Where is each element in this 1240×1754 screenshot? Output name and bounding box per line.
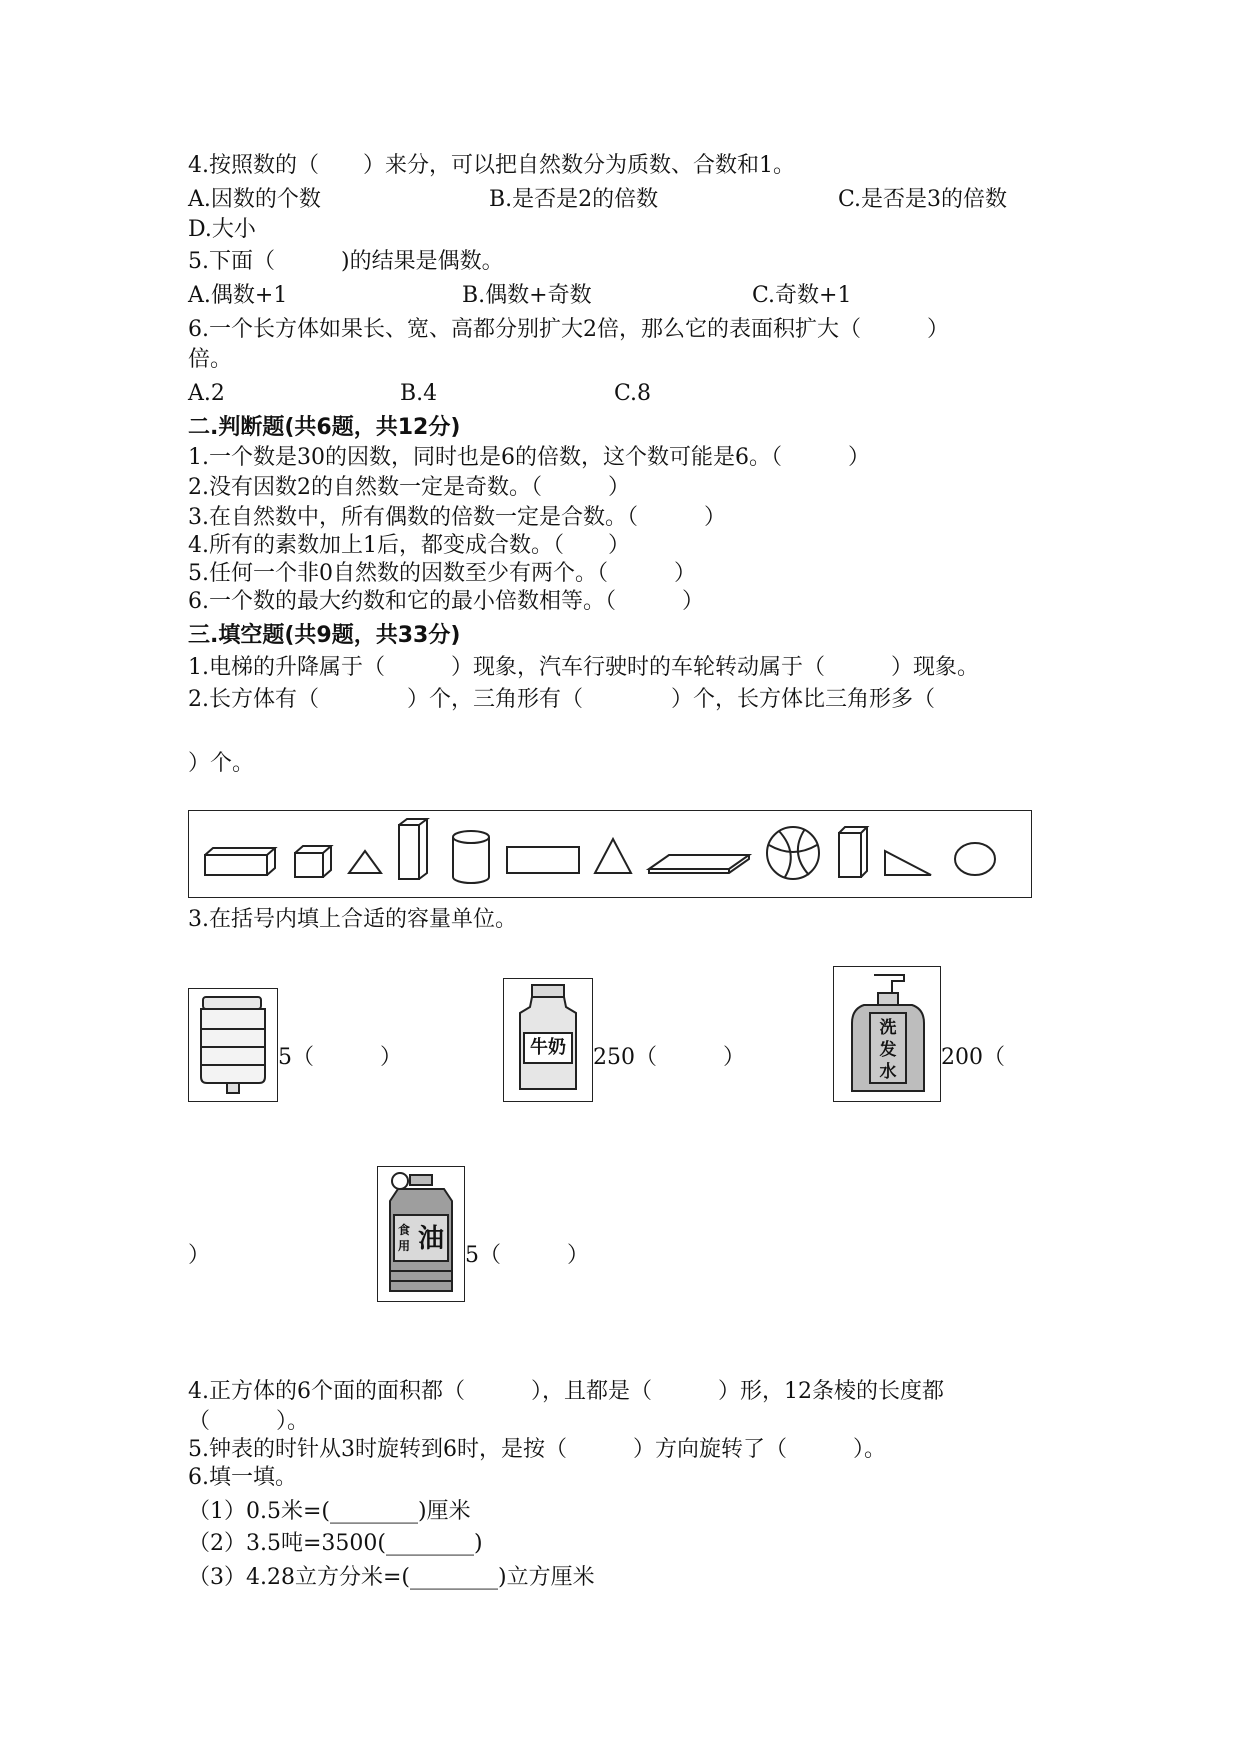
s2-item-2: 2.没有因数2的自然数一定是奇数。（ ） <box>188 475 630 500</box>
q5-option-c: C.奇数+1 <box>752 283 852 308</box>
q4-stem: 4.按照数的（ ）来分，可以把自然数分为质数、合数和1。 <box>188 153 795 178</box>
s2-item-6: 6.一个数的最大约数和它的最小倍数相等。（ ） <box>188 589 704 614</box>
s2-item-3: 3.在自然数中，所有偶数的倍数一定是合数。（ ） <box>188 505 726 530</box>
s3-q2-cont: ）个。 <box>188 751 255 776</box>
basketball-shape <box>767 827 819 879</box>
s3-q6-item-1: （1）0.5米=(________)厘米 <box>188 1499 471 1524</box>
s3-q5: 5.钟表的时针从3时旋转到6时，是按（ ）方向旋转了（ ）。 <box>188 1437 886 1462</box>
s3-q6-item-2: （2）3.5吨=3500(________) <box>188 1531 483 1556</box>
right-triangle-shape <box>885 851 931 875</box>
cuboid-upright-shape <box>839 827 867 877</box>
shampoo-label-2: 发 <box>879 1040 897 1060</box>
triangle-shape <box>595 839 631 873</box>
oil-capacity-blank: 5（ ） <box>465 1243 589 1268</box>
q4-option-c: C.是否是3的倍数 <box>838 187 1008 212</box>
shapes-figure <box>188 810 1032 898</box>
s2-item-5: 5.任何一个非0自然数的因数至少有两个。（ ） <box>188 561 696 586</box>
s3-q2: 2.长方体有（ ）个，三角形有（ ）个，长方体比三角形多（ <box>188 687 935 712</box>
oil-label-small-2: 用 <box>397 1239 410 1253</box>
s3-q4-cont: （ ）。 <box>188 1409 310 1434</box>
q6-stem: 6.一个长方体如果长、宽、高都分别扩大2倍，那么它的表面积扩大（ ） <box>188 317 949 342</box>
q5-option-b: B.偶数+奇数 <box>462 283 592 308</box>
section2-title: 二.判断题(共6题，共12分) <box>188 415 461 440</box>
cube-shape <box>295 846 331 877</box>
milk-bottle-image <box>503 978 593 1102</box>
milk-capacity-blank: 250（ ） <box>593 1045 745 1070</box>
q6-option-c: C.8 <box>614 381 652 406</box>
water-capacity-blank: 5（ ） <box>278 1045 402 1070</box>
cuboid-flat-shape <box>649 855 749 873</box>
s2-item-4: 4.所有的素数加上1后，都变成合数。（ ） <box>188 533 630 558</box>
q4-option-d: D.大小 <box>188 217 256 242</box>
q4-option-b: B.是否是2的倍数 <box>489 187 659 212</box>
q6-option-b: B.4 <box>400 381 438 406</box>
section3-title: 三.填空题(共9题，共33分) <box>188 623 461 648</box>
cuboid-long-shape <box>205 848 275 875</box>
oil-label: 油 <box>417 1224 444 1254</box>
milk-label: 牛奶 <box>530 1037 566 1058</box>
water-bottle-image <box>188 988 278 1102</box>
q6-option-a: A.2 <box>188 381 225 406</box>
s3-q6: 6.填一填。 <box>188 1465 297 1490</box>
s2-item-1: 1.一个数是30的因数，同时也是6的倍数，这个数可能是6。（ ） <box>188 445 870 470</box>
s3-q1: 1.电梯的升降属于（ ）现象，汽车行驶时的车轮转动属于（ ）现象。 <box>188 655 979 680</box>
shampoo-label-3: 水 <box>879 1062 897 1082</box>
s3-q6-item-3: （3）4.28立方分米=(________)立方厘米 <box>188 1565 595 1590</box>
oil-label-small-1: 食 <box>397 1223 410 1237</box>
shampoo-capacity-blank: 200（ <box>941 1045 1005 1070</box>
shampoo-bottle-image <box>833 966 941 1102</box>
triangle-small-shape <box>349 851 381 873</box>
q5-option-a: A.偶数+1 <box>188 283 288 308</box>
q5-stem: 5.下面（ )的结果是偶数。 <box>188 249 504 274</box>
shampoo-capacity-blank-cont: ） <box>188 1243 211 1268</box>
ellipse-shape <box>955 843 995 875</box>
rectangle-shape <box>507 847 579 873</box>
oil-bottle-image <box>377 1166 465 1302</box>
cuboid-tall-shape <box>399 819 427 879</box>
s3-q3: 3.在括号内填上合适的容量单位。 <box>188 907 517 932</box>
shampoo-label-1: 洗 <box>879 1018 897 1038</box>
cylinder-shape <box>453 831 489 883</box>
s3-q4: 4.正方体的6个面的面积都（ ），且都是（ ）形，12条棱的长度都 <box>188 1379 944 1404</box>
q4-option-a: A.因数的个数 <box>188 187 321 212</box>
q6-stem-cont: 倍。 <box>188 347 233 372</box>
